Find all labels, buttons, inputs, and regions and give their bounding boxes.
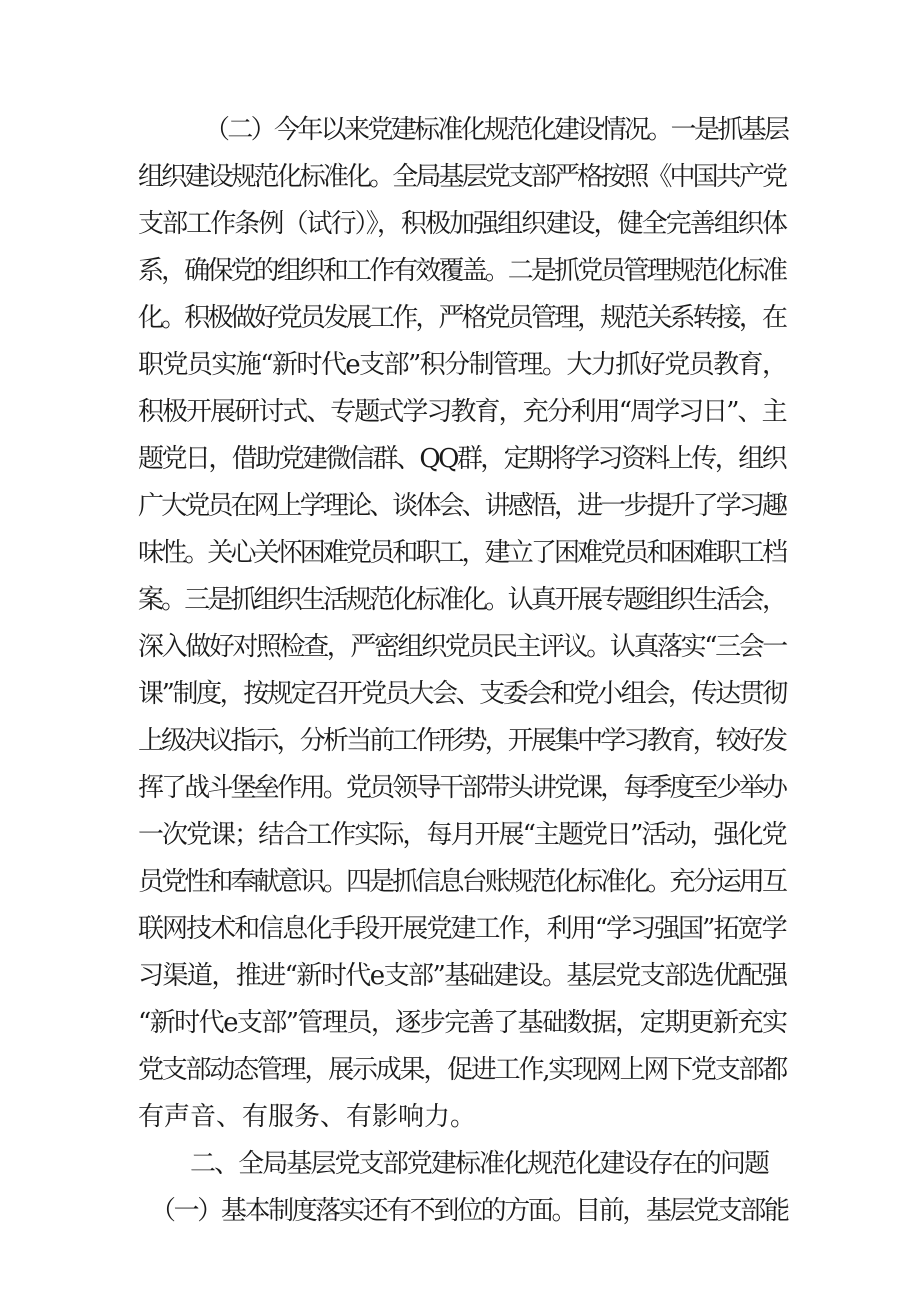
paragraph-line: 支部工作条例（试行）》，积极加强组织建设，健全完善组织体 [138,209,787,239]
paragraph-line: 化。积极做好党员发展工作，严格党员管理，规范关系转接，在 [138,303,786,333]
paragraph-line: 组织建设规范化标准化。全局基层党支部严格按照《中国共产党 [138,162,786,192]
section-heading: 二、全局基层党支部党建标准化规范化建设存在的问题 [190,1149,769,1179]
paragraph-line: 积极开展研讨式、专题式学习教育，充分利用“周学习日”、主 [138,397,786,427]
paragraph-line: 味性。关心关怀困难党员和职工，建立了困难党员和困难职工档 [138,538,786,568]
paragraph-line: “新时代e支部”管理员，逐步完善了基础数据，定期更新充实 [138,1008,787,1038]
paragraph-line: 课”制度，按规定召开党员大会、支委会和党小组会，传达贯彻 [138,679,786,709]
paragraph-line: 一次党课；结合工作实际，每月开展“主题党日”活动，强化党 [138,820,786,850]
paragraph-line: （二）今年以来党建标准化规范化建设情况。一是抓基层 [204,115,788,145]
paragraph-line: 党支部动态管理，展示成果，促进工作,实现网上网下党支部都 [138,1055,787,1085]
paragraph-line: 广大党员在网上学理论、谈体会、讲感悟，进一步提升了学习趣 [138,491,786,521]
paragraph-line: 挥了战斗堡垒作用。党员领导干部带头讲党课，每季度至少举办 [138,773,786,803]
paragraph-line: 职党员实施“新时代e支部”积分制管理。大力抓好党员教育， [138,350,787,380]
paragraph-line: 联网技术和信息化手段开展党建工作，利用“学习强国”拓宽学 [138,914,786,944]
paragraph-line: 深入做好对照检查，严密组织党员民主评议。认真落实“三会一 [138,632,786,662]
paragraph-line: （一）基本制度落实还有不到位的方面。目前，基层党支部能 [150,1196,788,1226]
paragraph-line: 习渠道，推进“新时代e支部”基础建设。基层党支部选优配强 [138,961,787,991]
paragraph-line: 上级决议指示，分析当前工作形势，开展集中学习教育，较好发 [138,726,786,756]
paragraph-line: 系，确保党的组织和工作有效覆盖。二是抓党员管理规范化标准 [138,256,786,286]
paragraph-line: 有声音、有服务、有影响力。 [138,1102,477,1132]
paragraph-line: 题党日，借助党建微信群、QQ群，定期将学习资料上传，组织 [138,444,786,474]
paragraph-line: 员党性和奉献意识。四是抓信息台账规范化标准化。充分运用互 [138,867,786,897]
paragraph-line: 案。三是抓组织生活规范化标准化。认真开展专题组织生活会， [138,585,786,615]
